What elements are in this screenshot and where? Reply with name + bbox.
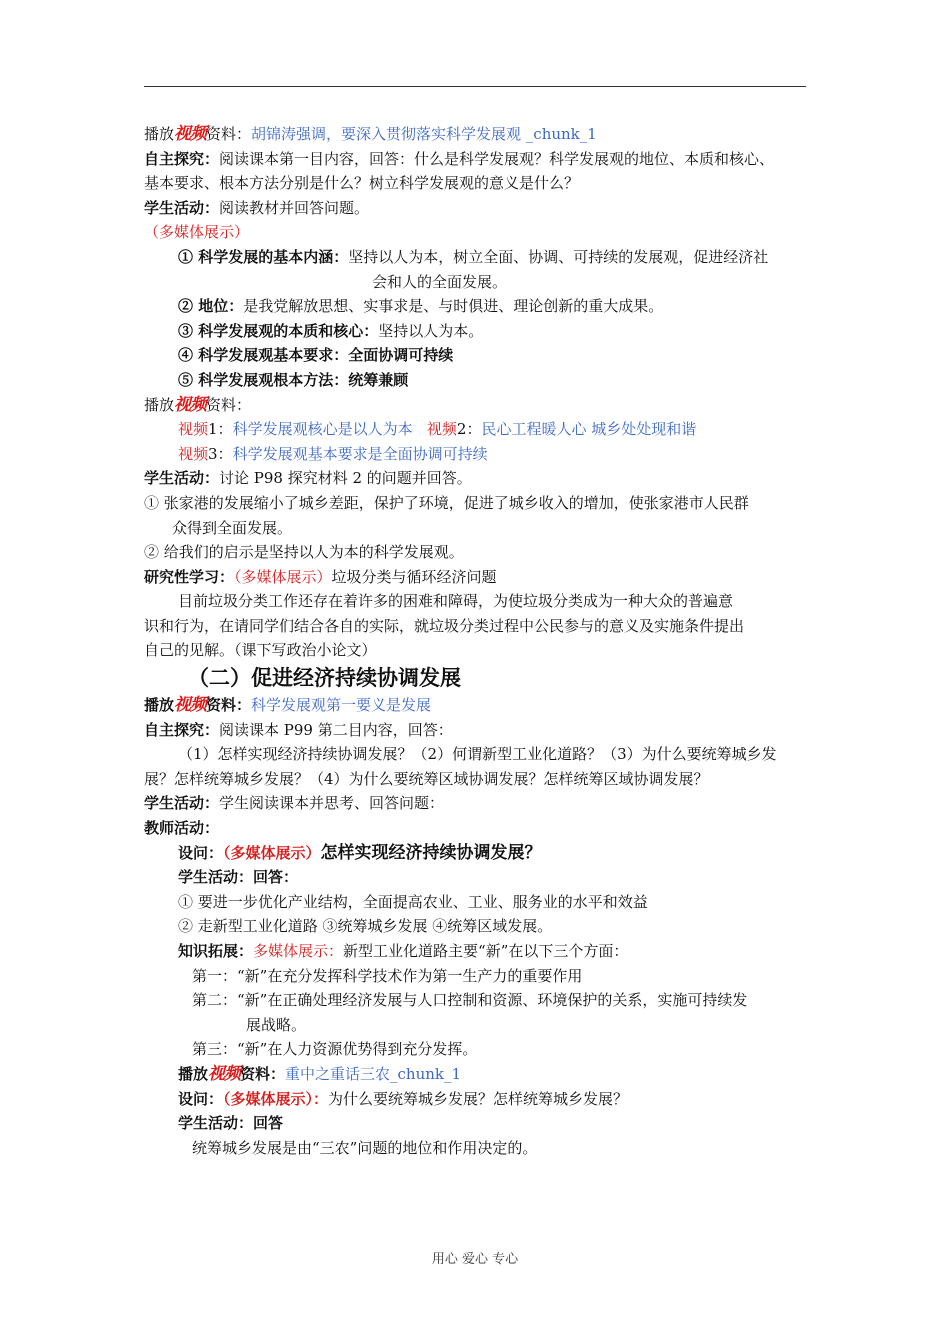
video-badge: 视频 xyxy=(208,1063,241,1084)
line-video-2: 播放视频资料： xyxy=(144,394,252,415)
video-list-row-2: 视频3：科学发展观基本要求是全面协调可持续 xyxy=(178,444,488,463)
research-para-1: 目前垃圾分类工作还存在着许多的困难和障碍，为使垃圾分类成为一种大众的普遍意 xyxy=(178,592,734,611)
extension-item-1: 第一：“新”在充分发挥科学技术作为第一生产力的重要作用 xyxy=(192,966,583,985)
line-video-4: 播放视频资料：重中之重话三农_chunk_1 xyxy=(178,1063,462,1084)
video-badge: 视频 xyxy=(174,124,207,144)
answer-1-cont: 众得到全面发展。 xyxy=(172,518,293,537)
point-5: ⑤ 科学发展观根本方法：统筹兼顾 xyxy=(178,370,409,389)
student-answer-label-2: 学生活动：回答 xyxy=(178,1114,284,1133)
research-para-2: 识和行为，在请同学们结合各自的实际，就垃圾分类过程中公民参与的意义及实施条件提出 xyxy=(144,616,745,635)
video-link[interactable]: 科学发展观核心是以人为本 xyxy=(232,420,413,439)
video-badge: 视频 xyxy=(174,695,207,716)
video-link[interactable]: 科学发展观基本要求是全面协调可持续 xyxy=(232,444,488,463)
media-tag: （多媒体展示） xyxy=(144,223,250,242)
line-student-2: 学生活动：讨论 P98 探究材料 2 的问题并回答。 xyxy=(144,469,472,488)
point-2: ② 地位：是我党解放思想、实事求是、与时俱进、理论创新的重大成果。 xyxy=(178,297,664,316)
line-video-1: 播放视频资料：胡锦涛强调，要深入贯彻落实科学发展观 _chunk_1 xyxy=(144,124,597,144)
answer-1: ① 张家港的发展缩小了城乡差距，保护了环境，促进了城乡收入的增加，使张家港市人民群 xyxy=(144,493,749,512)
line-teacher: 教师活动： xyxy=(144,819,220,838)
video-badge: 视频 xyxy=(174,394,207,415)
questions-line-2: 展？怎样统筹城乡发展？（4）为什么要统筹区域协调发展？怎样统筹区域协调发展？ xyxy=(144,769,709,788)
research-para-3: 自己的见解。（课下写政治小论文） xyxy=(144,641,377,660)
page-footer: 用心 爱心 专心 xyxy=(431,1252,519,1267)
point-1-cont: 会和人的全面发展。 xyxy=(372,272,508,291)
line-research: 研究性学习：（多媒体展示）垃圾分类与循环经济问题 xyxy=(144,567,497,586)
point-4: ④ 科学发展观基本要求：全面协调可持续 xyxy=(178,346,454,365)
extension-item-3: 第三：“新”在人力资源优势得到充分发挥。 xyxy=(192,1040,478,1059)
answer-final: 统筹城乡发展是由“三农”问题的地位和作用决定的。 xyxy=(192,1138,538,1157)
point-3: ③ 科学发展观的本质和核心：坚持以人为本。 xyxy=(178,321,484,340)
point-1: ① 科学发展的基本内涵：坚持以人为本，树立全面、协调、可持续的发展观，促进经济社 xyxy=(178,247,769,266)
knowledge-extension: 知识拓展：多媒体展示：新型工业化道路主要“新”在以下三个方面： xyxy=(178,942,629,960)
video-link[interactable]: 科学发展观第一要义是发展 xyxy=(251,696,432,715)
student-answer-label: 学生活动：回答： xyxy=(178,868,299,887)
line-student-3: 学生活动：学生阅读课本并思考、回答问题： xyxy=(144,794,445,813)
extension-item-2: 第二：“新”在正确处理经济发展与人口控制和资源、环境保护的关系，实施可持续发 xyxy=(192,991,748,1010)
line-student-1: 学生活动：阅读教材并回答问题。 xyxy=(144,198,370,217)
video-list-row-1: 视频1：科学发展观核心是以人为本 视频2：民心工程暖人心 城乡处处现和谐 xyxy=(178,420,697,439)
line-explore-1-cont: 基本要求、根本方法分别是什么？树立科学发展观的意义是什么？ xyxy=(144,174,580,193)
question-2: 设问：（多媒体展示）：为什么要统筹城乡发展？怎样统筹城乡发展？ xyxy=(178,1089,629,1108)
video-link[interactable]: 胡锦涛强调，要深入贯彻落实科学发展观 _chunk_1 xyxy=(251,125,597,143)
questions-line-1: （1）怎样实现经济持续协调发展？（2）何谓新型工业化道路？（3）为什么要统筹城乡发 xyxy=(178,745,777,764)
header-rule xyxy=(144,86,806,87)
answer-item-1: ① 要进一步优化产业结构，全面提高农业、工业、服务业的水平和效益 xyxy=(178,892,648,911)
video-link[interactable]: 重中之重话三农_chunk_1 xyxy=(285,1064,462,1083)
answer-item-2: ② 走新型工业化道路 ③统筹城乡发展 ④统筹区域发展。 xyxy=(178,917,553,936)
line-video-3: 播放视频资料：科学发展观第一要义是发展 xyxy=(144,695,432,716)
line-explore-1: 自主探究：阅读课本第一目内容，回答：什么是科学发展观？科学发展观的地位、本质和核心、 xyxy=(144,149,775,168)
video-link[interactable]: 民心工程暖人心 城乡处处现和谐 xyxy=(481,420,697,439)
question-1: 设问：（多媒体展示）怎样实现经济持续协调发展？ xyxy=(178,842,542,863)
answer-2: ② 给我们的启示是坚持以人为本的科学发展观。 xyxy=(144,543,464,562)
extension-item-2-cont: 展战略。 xyxy=(246,1015,307,1034)
section-heading: （二）促进经济持续协调发展 xyxy=(188,665,461,691)
document-body xyxy=(144,122,808,1160)
line-explore-2: 自主探究：阅读课本 P99 第二目内容，回答： xyxy=(144,720,453,739)
